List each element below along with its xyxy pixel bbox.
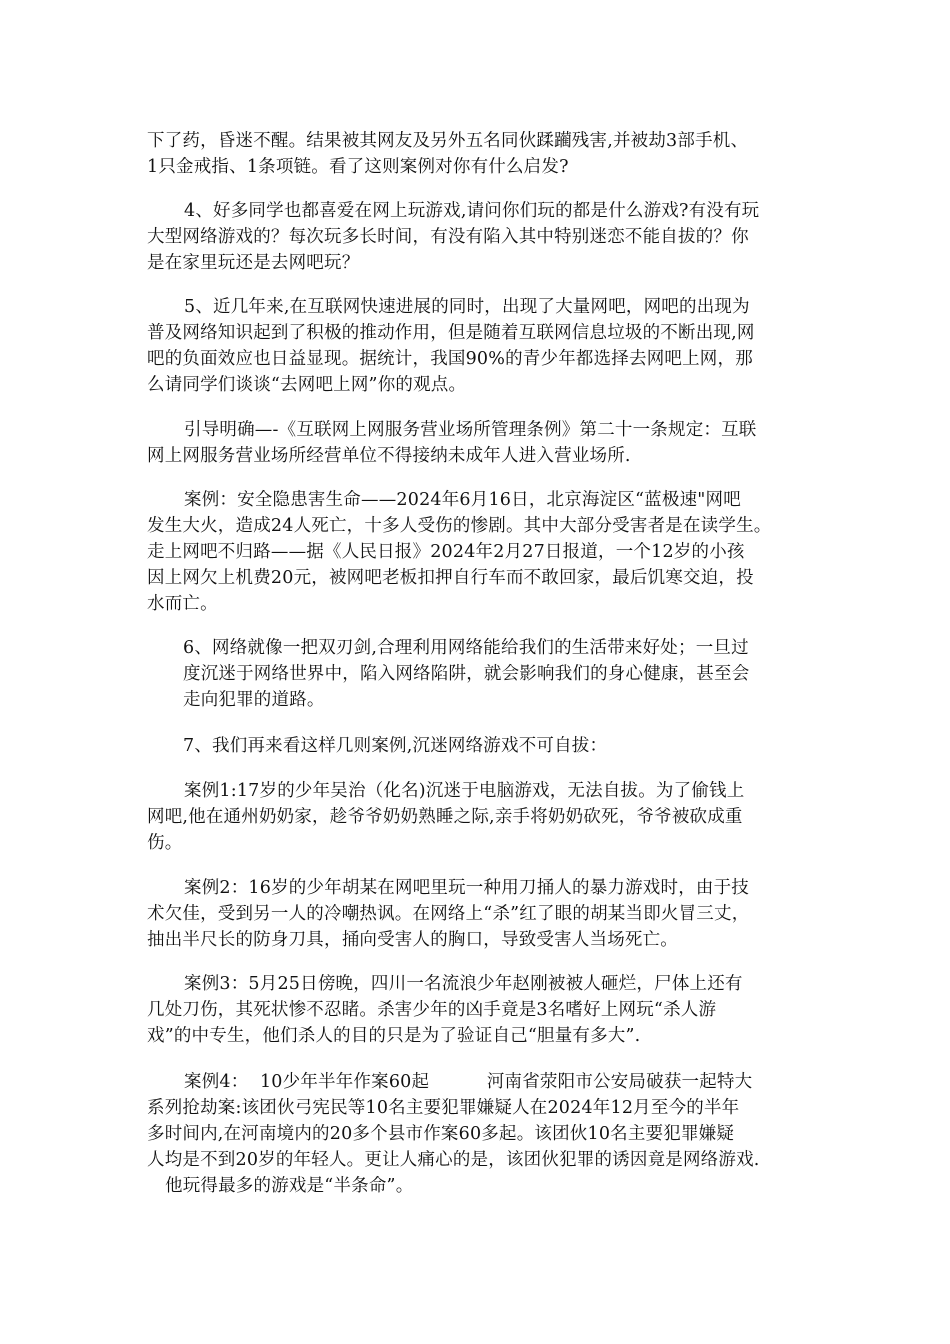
text-line: 案例3：5月25日傍晚，四川一名流浪少年赵刚被被人砸烂，尸体上还有	[184, 974, 743, 994]
text-line: 水而亡。	[147, 594, 218, 614]
text-line: 么请同学们谈谈“去网吧上网”你的观点。	[147, 375, 467, 395]
paragraph-point-6	[183, 635, 813, 713]
text-line: 1只金戒指、1条项链。看了这则案例对你有什么启发?	[147, 157, 569, 177]
text-line: 吧的负面效应也日益显现。据统计，我国90%的青少年都选择去网吧上网，那	[147, 349, 753, 369]
text-line: 案例1:17岁的少年吴治（化名)沉迷于电脑游戏，无法自拔。为了偷钱上	[184, 781, 745, 801]
paragraph-question-5	[147, 294, 812, 398]
text-line: 发生大火，造成24人死亡，十多人受伤的惨剧。其中大部分受害者是在读学生。	[147, 516, 772, 536]
text-line: 术欠佳，受到另一人的冷嘲热讽。在网络上“杀”红了眼的胡某当即火冒三丈，	[147, 904, 750, 924]
text-line: 普及网络知识起到了积极的推动作用，但是随着互联网信息垃圾的不断出现,网	[147, 323, 755, 343]
text-line: 度沉迷于网络世界中，陷入网络陷阱，就会影响我们的身心健康，甚至会	[183, 664, 750, 684]
paragraph-question-4	[147, 198, 812, 276]
paragraph-case-internet-cafe	[147, 487, 812, 617]
text-line: 大型网络游戏的？每次玩多长时间，有没有陷入其中特别迷恋不能自拔的？你	[147, 227, 749, 247]
text-line: 4、好多同学也都喜爱在网上玩游戏,请问你们玩的都是什么游戏?有没有玩	[184, 201, 760, 221]
text-line: 走上网吧不归路——据《人民日报》2024年2月27日报道，一个12岁的小孩	[147, 542, 745, 562]
text-line: 5、近几年来,在互联网快速进展的同时，出现了大量网吧，网吧的出现为	[184, 297, 750, 317]
text-line: 引导明确—-《互联网上网服务营业场所管理条例》第二十一条规定：互联	[184, 420, 757, 440]
text-line: 走向犯罪的道路。	[183, 690, 325, 710]
text-line: 案例：安全隐患害生命——2024年6月16日，北京海淀区“蓝极速"网吧	[184, 490, 741, 510]
paragraph-case-3	[147, 971, 812, 1049]
text-line: 系列抢劫案:该团伙弓宪民等10名主要犯罪嫌疑人在2024年12月至今的半年	[147, 1098, 740, 1118]
paragraph-case-continuation	[147, 128, 812, 180]
text-line: 案例4： 10少年半年作案60起 河南省荥阳市公安局破获一起特大	[184, 1072, 753, 1092]
text-line: 伤。	[147, 833, 183, 853]
text-line: 抽出半尺长的防身刀具，捅向受害人的胸口，导致受害人当场死亡。	[147, 930, 678, 950]
text-line: 7、我们再来看这样几则案例,沉迷网络游戏不可自拔：	[183, 736, 608, 756]
text-line: 网吧,他在通州奶奶家，趁爷爷奶奶熟睡之际,亲手将奶奶砍死，爷爷被砍成重	[147, 807, 743, 827]
text-line: 多时间内,在河南境内的20多个县市作案60多起。该团伙10名主要犯罪嫌疑	[147, 1124, 735, 1144]
text-line: 案例2：16岁的少年胡某在网吧里玩一种用刀捅人的暴力游戏时，由于技	[184, 878, 749, 898]
paragraph-case-4	[147, 1069, 812, 1199]
text-line: 因上网欠上机费20元，被网吧老板扣押自行车而不敢回家，最后饥寒交迫，投	[147, 568, 754, 588]
text-line: 6、网络就像一把双刃剑,合理利用网络能给我们的生活带来好处；一旦过	[183, 638, 749, 658]
text-line: 是在家里玩还是去网吧玩？	[147, 253, 360, 273]
text-line: 他玩得最多的游戏是“半条命”。	[165, 1176, 414, 1196]
paragraph-guidance	[147, 417, 812, 469]
paragraph-case-2	[147, 875, 812, 953]
paragraph-point-7	[183, 733, 813, 759]
text-line: 下了药，昏迷不醒。结果被其网友及另外五名同伙蹂躏残害,并被劫3部手机、	[147, 131, 749, 151]
paragraph-case-1	[147, 778, 812, 856]
text-line: 戏”的中专生，他们杀人的目的只是为了验证自己“胆量有多大”.	[147, 1026, 641, 1046]
text-line: 几处刀伤，其死状惨不忍睹。杀害少年的凶手竟是3名嗜好上网玩“杀人游	[147, 1000, 717, 1020]
text-line: 人均是不到20岁的年轻人。更让人痛心的是，该团伙犯罪的诱因竟是网络游戏.	[147, 1150, 760, 1170]
text-line: 网上网服务营业场所经营单位不得接纳未成年人进入营业场所.	[147, 446, 631, 466]
